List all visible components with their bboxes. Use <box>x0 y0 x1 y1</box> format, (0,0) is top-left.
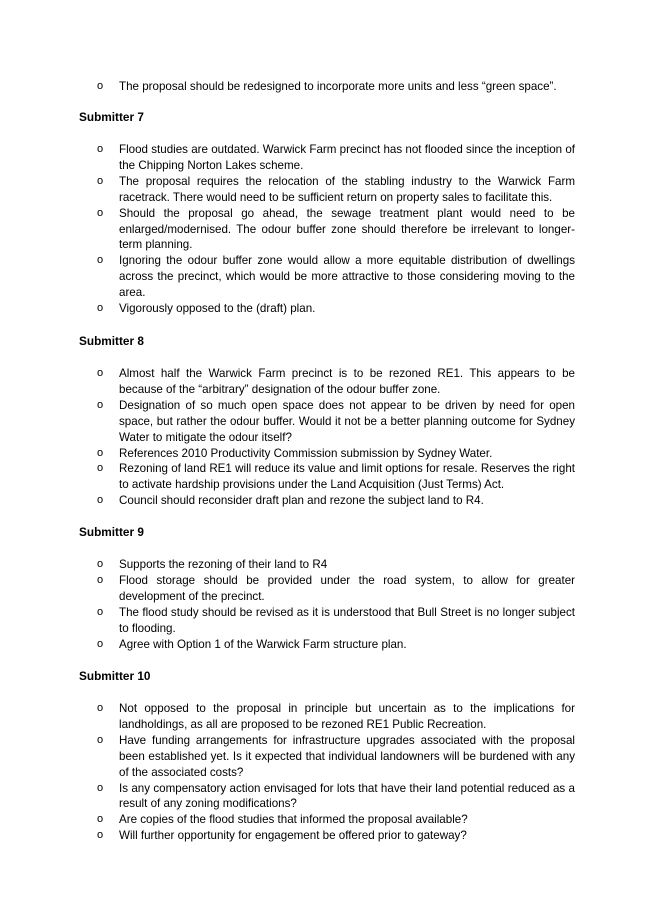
bullet-icon: o <box>97 813 104 826</box>
bullet-icon: o <box>97 702 104 714</box>
list-item-text: Not opposed to the proposal in principle but uncertain as to the implications for landholdings, as all are proposed to be rezoned RE1 Public Recreation. <box>119 702 575 731</box>
list-item-text: The proposal requires the relocation of the stabling industry to the Warwick Farm racetrack. There would need to be sufficient return on property sales to facilitate this. <box>119 174 575 204</box>
list-item <box>97 366 575 398</box>
list-item-text: Have funding arrangements for infrastructure upgrades associated with the proposal been established yet. Is it expected that individual landowners will be burdened with any of the associated costs? <box>119 733 575 779</box>
bullet-icon: o <box>97 367 104 379</box>
list-item-text: The proposal should be redesigned to incorporate more units and less “green space”. <box>119 80 557 93</box>
list-item-text: Council should reconsider draft plan and rezone the subject land to R4. <box>119 494 484 508</box>
list-item-text: Vigorously opposed to the (draft) plan. <box>119 302 316 316</box>
bullet-icon: o <box>97 733 104 746</box>
bullet-icon: o <box>97 446 104 459</box>
list-item-text: Designation of so much open space does not appear to be driven by need for open space, but rather the odour buffer. Would it not be a better planning outcome for Sydney Water to mitigate the odour itself? <box>119 398 575 444</box>
bullet-icon: o <box>97 781 104 794</box>
list-item-text: Rezoning of land RE1 will reduce its value and limit options for resale. Reserves the right to activate hardship provisions under the Land Acquisition (Just Terms) Act. <box>119 462 575 492</box>
list-item <box>97 253 575 301</box>
list-item <box>97 828 575 844</box>
bullet-icon: o <box>97 206 104 219</box>
list-item <box>97 446 575 462</box>
list-item <box>97 206 575 254</box>
intro-list <box>97 79 575 95</box>
bullet-icon: o <box>97 573 104 586</box>
list-item <box>97 701 575 733</box>
list-item-text: Will further opportunity for engagement be offered prior to gateway? <box>119 829 467 843</box>
list-item <box>97 637 575 653</box>
bullet-icon: o <box>97 80 104 92</box>
list-item <box>97 398 575 446</box>
list-item <box>97 812 575 828</box>
bullet-icon: o <box>97 302 104 315</box>
list-item <box>97 733 575 781</box>
list-item <box>97 301 575 317</box>
bullet-icon: o <box>97 637 104 650</box>
bullet-icon: o <box>97 829 104 842</box>
bullet-icon: o <box>97 462 104 475</box>
list-item-text: Almost half the Warwick Farm precinct is to be rezoned RE1. This appears to be because of the “arbitrary” designation of the odour buffer zone. <box>119 367 575 396</box>
section-heading-submitter-10: Submitter 10 <box>79 669 151 683</box>
bullet-icon: o <box>97 605 104 618</box>
list-item-text: Is any compensatory action envisaged for lots that have their land potential reduced as a result of any zoning modifications? <box>119 781 575 811</box>
section-heading-submitter-9: Submitter 9 <box>79 525 144 539</box>
section-heading-submitter-7: Submitter 7 <box>79 110 144 124</box>
list-item <box>97 461 575 493</box>
list-item-text: Flood studies are outdated. Warwick Farm precinct has not flooded since the inception of the Chipping Norton Lakes scheme. <box>119 143 575 172</box>
list-item-text: The flood study should be revised as it is understood that Bull Street is no longer subject to flooding. <box>119 605 575 635</box>
list-item-text: References 2010 Productivity Commission submission by Sydney Water. <box>119 446 493 460</box>
list-item <box>97 605 575 637</box>
list-item <box>97 573 575 605</box>
list-item-text: Are copies of the flood studies that informed the proposal available? <box>119 813 468 827</box>
submitter-10-list <box>97 701 575 844</box>
bullet-icon: o <box>97 254 104 267</box>
bullet-icon: o <box>97 558 104 570</box>
bullet-icon: o <box>97 398 104 411</box>
list-item-text: Flood storage should be provided under the road system, to allow for greater development of the precinct. <box>119 573 575 603</box>
bullet-icon: o <box>97 494 104 507</box>
list-item-text: Agree with Option 1 of the Warwick Farm structure plan. <box>119 637 407 651</box>
section-heading-submitter-8: Submitter 8 <box>79 334 144 348</box>
list-item <box>97 142 575 174</box>
list-item <box>97 174 575 206</box>
submitter-8-list <box>97 366 575 509</box>
list-item <box>97 781 575 813</box>
list-item <box>97 493 575 509</box>
list-item-text: Should the proposal go ahead, the sewage treatment plant would need to be enlarged/modernised. The odour buffer zone should therefore be irrelevant to longer-term planning. <box>119 206 575 252</box>
submitter-7-list <box>97 142 575 317</box>
list-item <box>97 79 575 95</box>
list-item <box>97 557 575 573</box>
bullet-icon: o <box>97 143 104 155</box>
list-item-text: Ignoring the odour buffer zone would allow a more equitable distribution of dwellings across the precinct, which would be more attractive to those considering moving to the area. <box>119 254 575 300</box>
bullet-icon: o <box>97 174 104 187</box>
submitter-9-list <box>97 557 575 652</box>
list-item-text: Supports the rezoning of their land to R4 <box>119 558 328 571</box>
